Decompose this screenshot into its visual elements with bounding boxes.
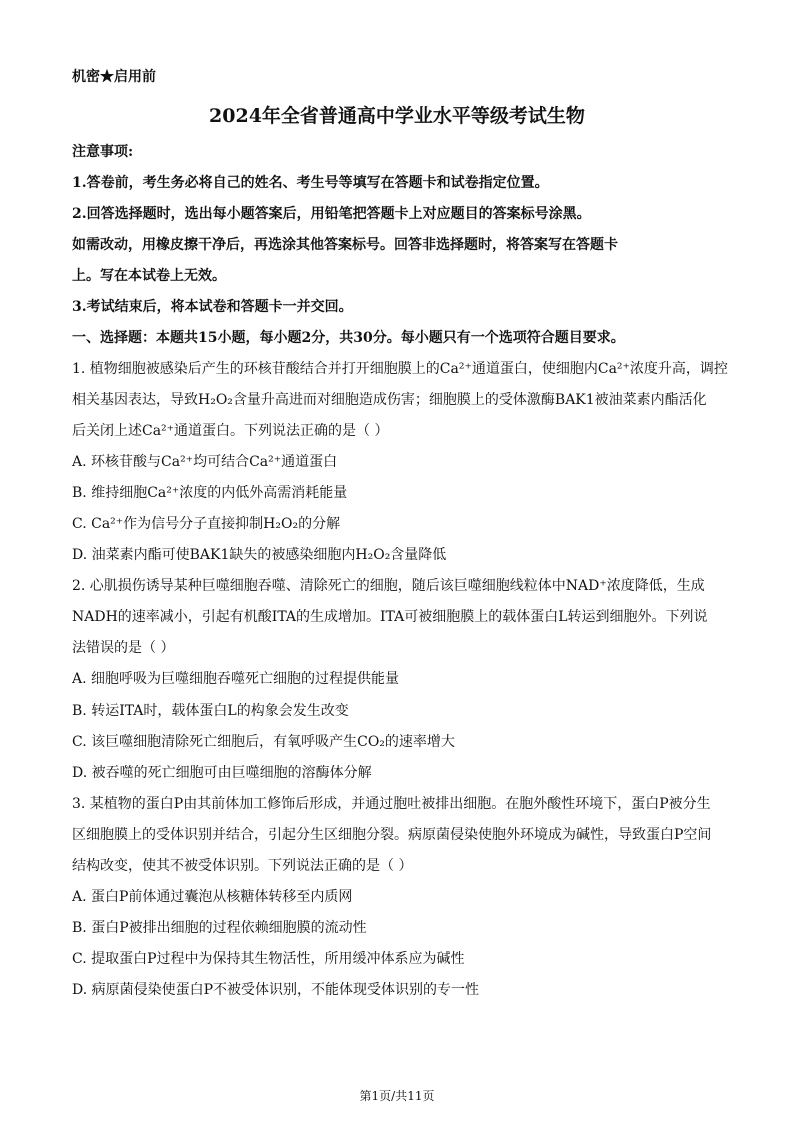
confidential-label: 机密★启用前	[72, 69, 156, 85]
option-a: A. 蛋白P前体通过囊泡从核糖体转移至内质网	[72, 889, 353, 905]
option-c: C. 该巨噬细胞清除死亡细胞后，有氧呼吸产生CO₂的速率增大	[72, 734, 455, 750]
section-heading: 一、选择题：本题共15小题，每小题2分，共30分。每小题只有一个选项符合题目要求。	[72, 330, 625, 346]
question-stem-line: 2. 心肌损伤诱导某种巨噬细胞吞噬、清除死亡的细胞，随后该巨噬细胞线粒体中NAD⁺浓度降低，生成	[72, 578, 705, 594]
option-d: D. 被吞噬的死亡细胞可由巨噬细胞的溶酶体分解	[72, 765, 372, 781]
exam-title: 2024年全省普通高中学业水平等级考试生物	[209, 105, 585, 127]
question-stem-line: 结构改变，使其不被受体识别。下列说法正确的是（ ）	[72, 858, 413, 874]
option-b: B. 转运ITA时，载体蛋白L的构象会发生改变	[72, 703, 349, 719]
notice-item: 3.考试结束后，将本试卷和答题卡一并交回。	[72, 299, 353, 315]
option-a: A. 环核苷酸与Ca²⁺均可结合Ca²⁺通道蛋白	[72, 454, 338, 470]
question-stem-line: 相关基因表达，导致H₂O₂含量升高进而对细胞造成伤害；细胞膜上的受体激酶BAK1被油菜素内酯活化	[72, 392, 707, 408]
question-stem-line: 1. 植物细胞被感染后产生的环核苷酸结合并打开细胞膜上的Ca²⁺通道蛋白，使细胞内Ca²⁺浓度升高，调控	[72, 361, 728, 377]
notice-heading: 注意事项:	[72, 144, 134, 160]
notice-item: 如需改动，用橡皮擦干净后，再选涂其他答案标号。回答非选择题时，将答案写在答题卡	[72, 237, 618, 253]
option-c: C. 提取蛋白P过程中为保持其生物活性，所用缓冲体系应为碱性	[72, 951, 465, 967]
option-c: C. Ca²⁺作为信号分子直接抑制H₂O₂的分解	[72, 516, 341, 532]
option-d: D. 病原菌侵染使蛋白P不被受体识别，不能体现受体识别的专一性	[72, 982, 480, 998]
page-number: 第1页/共11页	[359, 1089, 435, 1103]
notice-item: 1.答卷前，考生务必将自己的姓名、考生号等填写在答题卡和试卷指定位置。	[72, 175, 549, 191]
question-stem-line: 法错误的是（ ）	[72, 640, 175, 656]
option-b: B. 蛋白P被排出细胞的过程依赖细胞膜的流动性	[72, 920, 367, 936]
option-a: A. 细胞呼吸为巨噬细胞吞噬死亡细胞的过程提供能量	[72, 671, 400, 687]
option-d: D. 油菜素内酯可使BAK1缺失的被感染细胞内H₂O₂含量降低	[72, 547, 447, 563]
question-stem-line: 区细胞膜上的受体识别并结合，引起分生区细胞分裂。病原菌侵染使胞外环境成为碱性，导致蛋白P空间	[72, 827, 712, 843]
question-stem-line: 3. 某植物的蛋白P由其前体加工修饰后形成，并通过胞吐被排出细胞。在胞外酸性环境下，蛋白P被分生	[72, 796, 711, 812]
option-b: B. 维持细胞Ca²⁺浓度的内低外高需消耗能量	[72, 485, 348, 501]
question-stem-line: 后关闭上述Ca²⁺通道蛋白。下列说法正确的是（ ）	[72, 423, 389, 439]
notice-item: 上。写在本试卷上无效。	[72, 268, 226, 284]
notice-item: 2.回答选择题时，选出每小题答案后，用铅笔把答题卡上对应题目的答案标号涂黑。	[72, 206, 591, 222]
question-stem-line: NADH的速率减小，引起有机酸ITA的生成增加。ITA可被细胞膜上的载体蛋白L转运到细胞外。下列说	[72, 609, 708, 625]
